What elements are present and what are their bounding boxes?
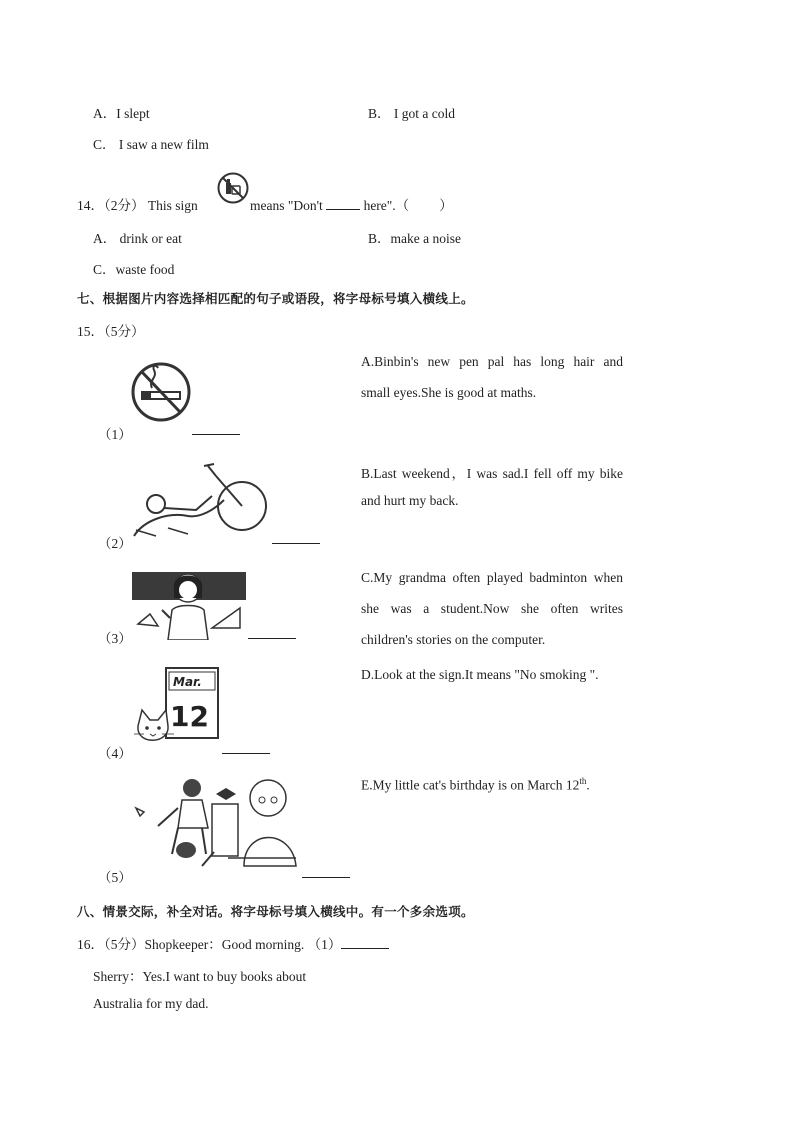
q14-text-tail: here".（	[363, 198, 410, 213]
girl-at-blackboard-picture	[130, 568, 248, 640]
section-8-heading: 八、情景交际，补全对话。将字母标号填入横线中。有一个多余选项。	[77, 904, 474, 919]
q15-number: 15．（5分）	[77, 324, 145, 339]
fall-off-bike-picture	[128, 460, 274, 546]
q13-option-a: A．I slept	[93, 106, 150, 121]
q15-label-4: （4）	[98, 746, 132, 761]
q13-option-c: C． I saw a new film	[93, 137, 209, 152]
q15-option-e-sup: th	[579, 776, 587, 786]
q15-label-5: （5）	[98, 870, 132, 885]
q15-option-e-end: .	[586, 777, 590, 793]
q15-option-e	[361, 776, 590, 794]
calendar-month: Mar.	[173, 675, 202, 689]
calendar-day: 12	[170, 700, 209, 733]
q15-option-a-line2: small eyes.She is good at maths.	[361, 385, 537, 400]
q15-blank-5[interactable]	[302, 866, 350, 882]
q14-blank[interactable]	[326, 209, 360, 210]
q15-option-b-line2: and hurt my back.	[361, 493, 459, 508]
q15-option-c-line3: children's stories on the computer.	[361, 632, 546, 647]
q15-option-e-main: E.My little cat's birthday is on March 12	[361, 777, 580, 793]
q15-blank-3[interactable]	[248, 627, 296, 643]
section-7-heading: 七、根据图片内容选择相匹配的句子或语段，将字母标号填入横线上。	[77, 291, 474, 306]
no-drinking-sign-icon	[217, 170, 249, 206]
q14-text-pre: This sign	[147, 198, 198, 213]
q14-option-b: B．make a noise	[368, 231, 461, 246]
q15-blank-2[interactable]	[272, 532, 320, 548]
q15-blank-1[interactable]	[192, 423, 240, 439]
q14-option-c: C．waste food	[93, 262, 175, 277]
q16-number: 16．（5分）	[77, 937, 145, 952]
q15-label-2: （2）	[98, 536, 132, 551]
q15-option-a-line1: A.Binbin's new pen pal has long hair and	[361, 354, 623, 369]
q15-option-d: D.Look at the sign.It means "No smoking ".	[361, 667, 599, 682]
q13-option-b: B． I got a cold	[368, 106, 455, 121]
q14-option-a: A． drink or eat	[93, 231, 182, 246]
q16-shopkeeper-line: Shopkeeper：Good morning.	[144, 937, 305, 952]
grandma-badminton-picture	[132, 774, 300, 868]
calendar-and-cat-picture	[132, 664, 224, 756]
q15-option-b-line1: B.Last weekend，I was sad.I fell off my bike	[361, 466, 623, 481]
q14-stem-cont	[250, 194, 453, 214]
q15-option-c-line2: she was a student.Now she often writes	[361, 601, 623, 616]
q14-close-paren: ）	[439, 198, 453, 213]
q16-blank-label: （1）	[307, 937, 342, 952]
q15-blank-4[interactable]	[222, 742, 270, 758]
q15-option-c-line1: C.My grandma often played badminton when	[361, 570, 623, 585]
q16-sherry-line-cont: Australia for my dad.	[93, 996, 209, 1011]
q15-label-3: （3）	[98, 631, 132, 646]
no-smoking-sign-icon	[130, 350, 192, 434]
q16-sherry-line: Sherry：Yes.I want to buy books about	[93, 969, 307, 984]
q16-blank-1[interactable]	[341, 948, 389, 949]
q14-number: 14．（2分）	[77, 198, 145, 213]
q14-text-post: means "Don't	[250, 198, 323, 213]
q16-line1	[77, 933, 389, 953]
q14-stem	[77, 194, 198, 214]
q15-label-1: （1）	[98, 427, 132, 442]
